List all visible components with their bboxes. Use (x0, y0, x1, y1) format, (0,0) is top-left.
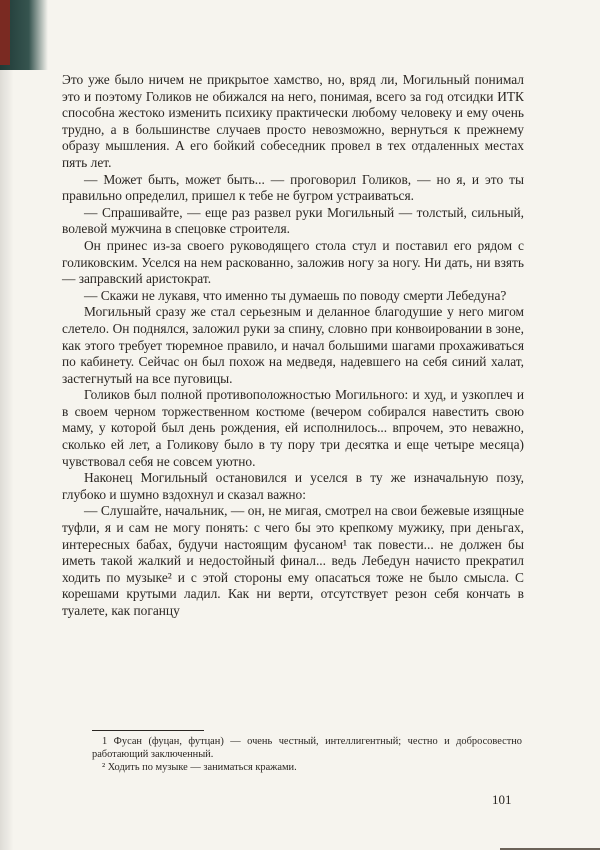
footnote-1: 1 Фусан (фуцан, футцан) — очень честный, интеллигентный; честно и добросовестно работающий заключенный. (92, 736, 522, 760)
footnotes (92, 735, 522, 774)
paragraph-7: Голиков был полной противоположностью Могильного: и худ, и узкоплеч и в своем черном торжественном костюме (вечером собирался навестить свою маму, у которой был день рождения, ей исполнилось... впрочем, это неважно, сколько ей лет, а Голикову было в ту пору три десятка и еще четыре месяца) чувствовал себя не совсем уютно. (62, 387, 524, 469)
paragraph-4: Он принес из-за своего руководящего стола стул и поставил его рядом с голиковским. Уселся на нем раскованно, заложив ногу за ногу. Ни дать, ни взять — заправский аристократ. (62, 237, 524, 287)
book-spine-strip (0, 0, 10, 65)
footnote-2: ² Ходить по музыке — заниматься кражами. (102, 762, 297, 773)
paragraph-8: Наконец Могильный остановился и уселся в ту же изначальную позу, глубоко и шумно вздохнул и сказал важно: (62, 470, 524, 502)
page-shadow (0, 70, 14, 850)
paragraph-9: — Слушайте, начальник, — он, не мигая, смотрел на свои бежевые изящные туфли, я и сам не могу понять: с чего бы это крепкому мужику, при деньгах, интересных бабах, будучи настоящим фусаном¹ так повести... не должен бы иметь такой жалкий и недостойный финал... ведь Лебедун начисто прекратил ходить по музыке² и с этой стороны ему опасаться тоже не было смысла. С корешами крутыми ладил. Как ни верти, отсутствует резон себя кончать в туалете, как поганцу (62, 503, 524, 618)
paragraph-5: — Скажи не лукавя, что именно ты думаешь по поводу смерти Лебедуна? (84, 287, 507, 303)
paragraph-1: Это уже было ничем не прикрытое хамство, но, вряд ли, Могильный понимал это и поэтому Голиков не обижался на него, понимая, всего за год отсидки ИТК способна жестоко изменить психику практически любому человеку и ему очень трудно, а в большинстве случаев просто невозможно, вернуться к прежнему образу мышления. А его бойкий собеседник провел в тех отдаленных местах пять лет. (62, 72, 524, 170)
paragraph-6: Могильный сразу же стал серьезным и деланное благодушие у него мигом слетело. Он поднялся, заложил руки за спину, словно при конвоировании в зоне, как этого требует тюремное правило, и начал большими шагами прохаживаться по кабинету. Сейчас он был похож на медведя, надевшего на себя синий халат, застегнутый на все пуговицы. (62, 304, 524, 386)
main-text (62, 72, 524, 620)
page-number: 101 (492, 792, 512, 807)
footnote-divider (92, 730, 204, 731)
paragraph-3: — Спрашивайте, — еще раз развел руки Могильный — толстый, сильный, волевой мужчина в спецовке строителя. (62, 204, 524, 237)
paragraph-2: — Может быть, может быть... — проговорил Голиков, — но я, и это ты правильно определил, пришел к тебе не бугром устраиваться. (62, 171, 524, 204)
